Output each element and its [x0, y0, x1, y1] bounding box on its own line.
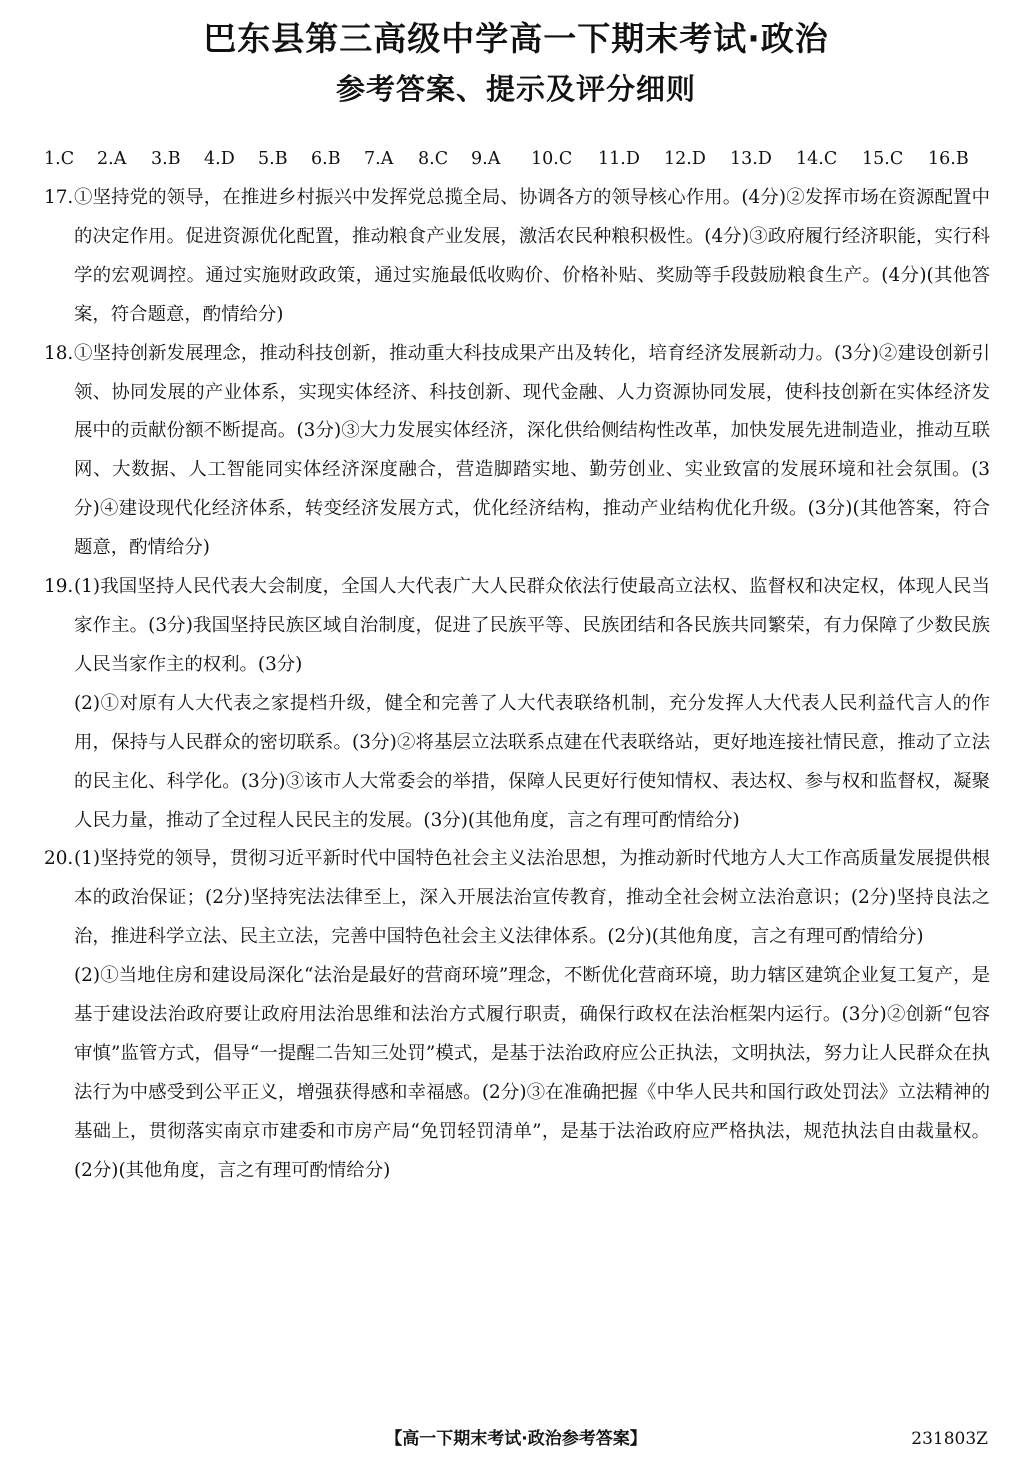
mc-answer: 1.C	[44, 149, 75, 169]
mc-answer: 15.C	[862, 149, 904, 169]
mc-answer: 12.D	[664, 149, 706, 169]
question-number: 18.	[44, 342, 74, 364]
mc-answer: 3.B	[151, 149, 181, 169]
multiple-choice-answers	[44, 144, 994, 174]
mc-answer: 9.A	[471, 149, 501, 169]
mc-answer: 16.B	[928, 149, 969, 169]
footer-title: 【高一下期末考试·政治参考答案】	[385, 1429, 647, 1449]
mc-answer: 11.D	[598, 149, 640, 169]
question-number: 20.	[44, 848, 74, 870]
mc-answer: 6.B	[311, 149, 341, 169]
mc-answer: 10.C	[531, 149, 573, 169]
mc-answer: 5.B	[258, 149, 288, 169]
question-20	[44, 840, 990, 1190]
question-19	[44, 568, 990, 840]
mc-answer: 13.D	[730, 149, 772, 169]
mc-answer: 4.D	[204, 149, 235, 169]
mc-answer: 14.C	[796, 149, 838, 169]
mc-answer: 7.A	[364, 149, 394, 169]
mc-answer: 2.A	[97, 149, 127, 169]
mc-answer: 8.C	[418, 149, 449, 169]
question-18	[44, 335, 990, 568]
question-17	[44, 179, 990, 335]
answer-paragraph: (2)①当地住房和建设局深化“法治是最好的营商环境”理念，不断优化营商环境，助力辖区建筑企业复工复产，是基于建设法治政府要让政府用法治思维和法治方式履行职责，确保行政权在法治框架内运行。(3分)②创新“包容审慎”监管方式，倡导“一提醒二告知三处罚”模式，是基于法治政府应公正执法，文明执法，努力让人民群众在执法行为中感受到公平正义，增强获得感和幸福感。(2分)③在准确把握《中华人民共和国行政处罚法》立法精神的基础上，贯彻落实南京市建委和市房产局“免罚轻罚清单”，是基于法治政府应严格执法，规范执法自由裁量权。(2分)(其他角度，言之有理可酌情给分)	[74, 965, 990, 1181]
question-number: 19.	[44, 576, 74, 598]
page-title: 巴东县第三高级中学高一下期末考试·政治	[203, 19, 829, 58]
answer-paragraph: ①坚持创新发展理念，推动科技创新，推动重大科技成果产出及转化，培育经济发展新动力。(3分)②建设创新引领、协同发展的产业体系，实现实体经济、科技创新、现代金融、人力资源协同发展，使科技创新在实体经济发展中的贡献份额不断提高。(3分)③大力发展实体经济，深化供给侧结构性改革，加快发展先进制造业，推动互联网、大数据、人工智能同实体经济深度融合，营造脚踏实地、勤劳创业、实业致富的发展环境和社会氛围。(3分)④建设现代化经济体系，转变经济发展方式，优化经济结构，推动产业结构优化升级。(3分)(其他答案，符合题意，酌情给分)	[74, 342, 990, 559]
answer-paragraph: (1)坚持党的领导，贯彻习近平新时代中国特色社会主义法治思想，为推动新时代地方人大工作高质量发展提供根本的政治保证；(2分)坚持宪法法律至上，深入开展法治宣传教育，推动全社会树立法治意识；(2分)坚持良法之治，推进科学立法、民主立法，完善中国特色社会主义法律体系。(2分)(其他角度，言之有理可酌情给分)	[74, 848, 990, 948]
answer-body	[44, 179, 990, 1191]
answer-paragraph: (1)我国坚持人民代表大会制度，全国人大代表广大人民群众依法行使最高立法权、监督权和决定权，体现人民当家作主。(3分)我国坚持民族区域自治制度，促进了民族平等、民族团结和各民族共同繁荣，有力保障了少数民族人民当家作主的权利。(3分)	[74, 576, 990, 675]
page-subtitle: 参考答案、提示及评分细则	[335, 72, 696, 106]
answer-paragraph: ①坚持党的领导，在推进乡村振兴中发挥党总揽全局、协调各方的领导核心作用。(4分)②发挥市场在资源配置中的决定作用。促进资源优化配置，推动粮食产业发展，激活农民种粮积极性。(4分)③政府履行经济职能，实行科学的宏观调控。通过实施财政政策，通过实施最低收购价、价格补贴、奖励等手段鼓励粮食生产。(4分)(其他答案，符合题意，酌情给分)	[74, 187, 990, 325]
footer-code: 231803Z	[911, 1429, 988, 1449]
question-number: 17.	[44, 187, 74, 208]
answer-paragraph: (2)①对原有人大代表之家提档升级，健全和完善了人大代表联络机制，充分发挥人大代表人民利益代言人的作用，保持与人民群众的密切联系。(3分)②将基层立法联系点建在代表联络站，更好地连接社情民意，推动了立法的民主化、科学化。(3分)③该市人大常委会的举措，保障人民更好行使知情权、表达权、参与权和监督权，凝聚人民力量，推动了全过程人民民主的发展。(3分)(其他角度，言之有理可酌情给分)	[74, 692, 990, 831]
